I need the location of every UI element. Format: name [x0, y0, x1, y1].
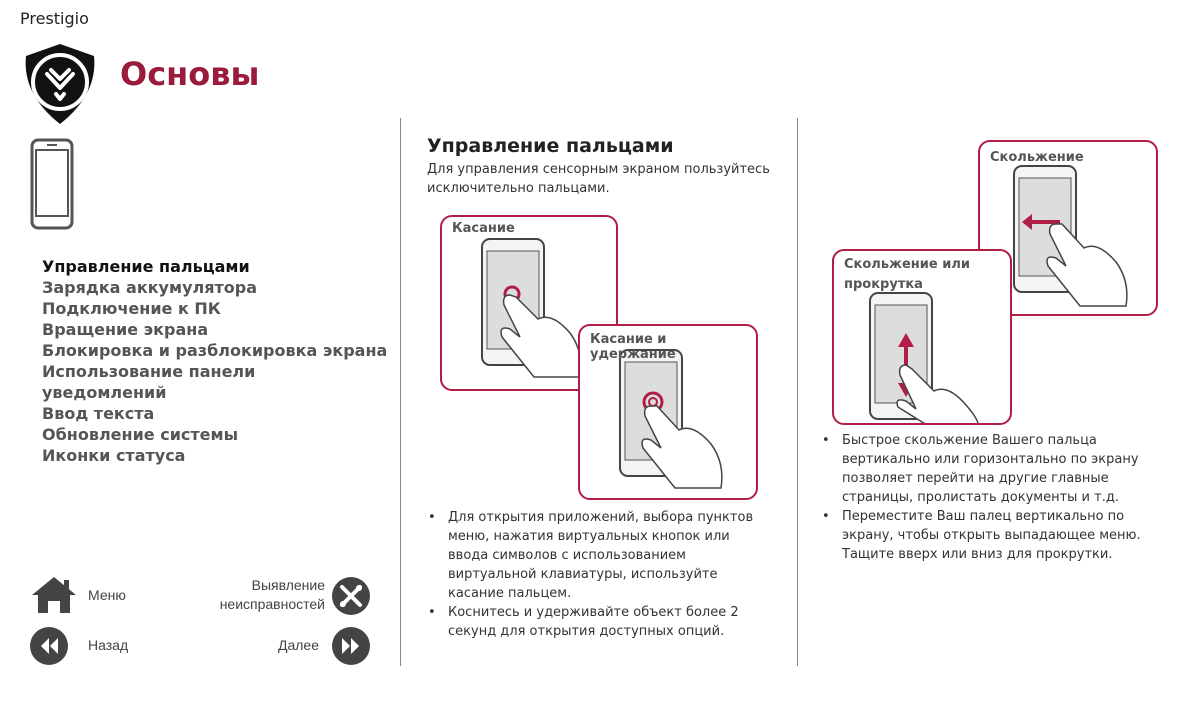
toc-item-notifications-cont[interactable]: уведомлений [42, 383, 167, 402]
tap-hold-illustration [578, 324, 758, 500]
toc-item-system-update[interactable]: Обновление системы [42, 425, 239, 444]
tap-hold-label: Касание и удержание [590, 332, 676, 362]
tools-icon[interactable] [332, 577, 370, 615]
toc-item-rotation[interactable]: Вращение экрана [42, 320, 209, 339]
back-icon[interactable] [30, 627, 68, 665]
toc-list [42, 256, 392, 466]
next-label[interactable]: Далее [278, 637, 320, 653]
menu-button[interactable] [30, 575, 126, 615]
toc-item-charging[interactable]: Зарядка аккумулятора [42, 278, 257, 297]
page-title: Основы [120, 55, 260, 93]
toc-item-finger-control[interactable]: Управление пальцами [42, 257, 250, 276]
back-label[interactable]: Назад [88, 637, 129, 653]
right-bullet-1: • Быстрое скольжение Вашего пальца вертикально или горизонтально по экрану позволяет перейти на другие главные страницы, пролистать документы и т.д. [818, 431, 1163, 507]
troubleshoot-label[interactable]: Выявление неисправностей [219, 577, 325, 612]
tap-label: Касание [452, 221, 515, 236]
next-icon[interactable] [332, 627, 370, 665]
middle-bullet-list [424, 508, 774, 641]
column-divider-right [797, 118, 798, 666]
scroll-label: Скольжение или прокрутка [844, 257, 970, 292]
section-title: Управление пальцами [427, 135, 674, 157]
middle-bullet-1: • Для открытия приложений, выбора пунктов меню, нажатия виртуальных кнопок или ввода символов с использованием виртуальной клавиатуры, используйте касание пальцем. [424, 508, 774, 603]
middle-bullet-2: • Коснитесь и удерживайте объект более 2 секунд для открытия доступных опций. [424, 603, 774, 641]
toc-item-text-input[interactable]: Ввод текста [42, 404, 155, 423]
home-icon [30, 575, 78, 615]
toc-item-pc-connection[interactable]: Подключение к ПК [42, 299, 221, 318]
section-intro: Для управления сенсорным экраном пользуйтесь исключительно пальцами. [427, 162, 770, 196]
toc-item-notifications[interactable]: Использование панели [42, 362, 256, 381]
menu-label: Меню [88, 587, 126, 603]
toc-item-status-icons[interactable]: Иконки статуса [42, 446, 186, 465]
brand-name: Prestigio [20, 9, 89, 28]
column-divider-left [400, 118, 401, 666]
right-bullet-2: • Переместите Ваш палец вертикально по экрану, чтобы открыть выпадающее меню. Тащите вверх или вниз для прокрутки. [818, 507, 1163, 564]
right-bullet-list [818, 431, 1163, 564]
scroll-illustration [832, 249, 1012, 425]
toc-item-lock[interactable]: Блокировка и разблокировка экрана [42, 341, 388, 360]
swipe-label: Скольжение [990, 150, 1084, 165]
phone-icon [30, 138, 74, 230]
prestigio-logo [20, 42, 100, 126]
